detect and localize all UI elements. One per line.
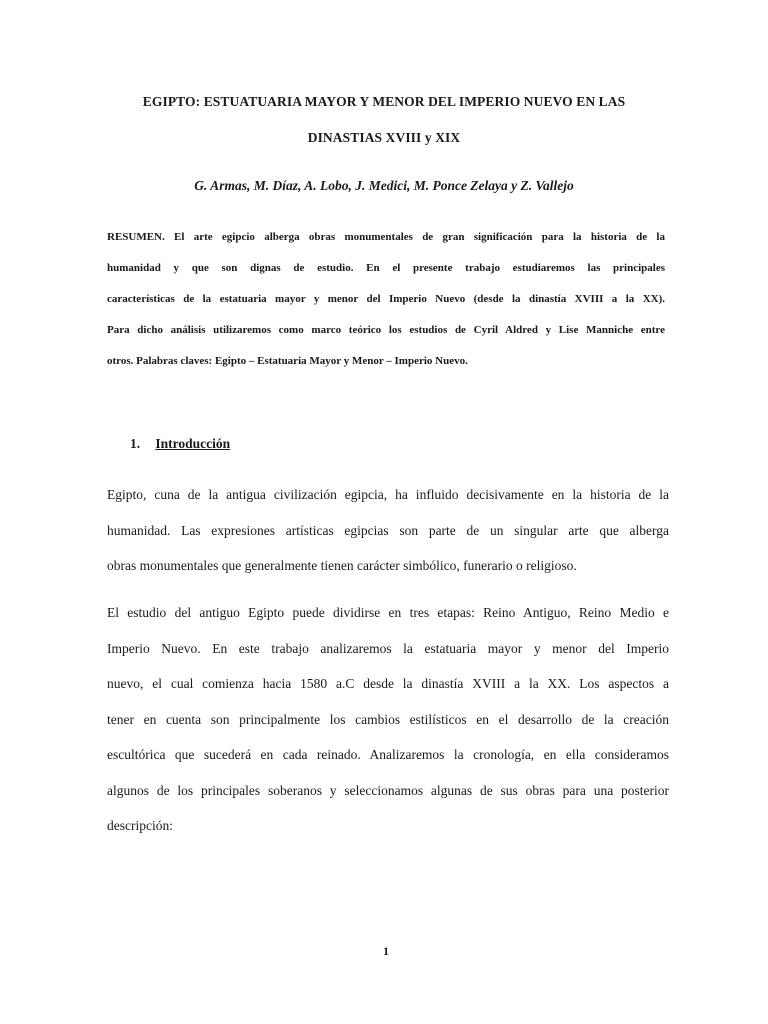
paragraph-line: algunos de los principales soberanos y seleccionamos algunas de sus obras para una posterior: [107, 782, 669, 798]
body-paragraph-1: [107, 477, 669, 584]
abstract: [107, 222, 665, 377]
abstract-line: RESUMEN. El arte egipcio alberga obras monumentales de gran significación para la historia de la: [107, 231, 665, 243]
section-number: 1.: [130, 436, 141, 451]
paragraph-line: El estudio del antiguo Egipto puede dividirse en tres etapas: Reino Antiguo, Reino Medio e: [107, 605, 669, 620]
paragraph-line: nuevo, el cual comienza hacia 1580 a.C desde la dinastía XVIII a la XX. Los aspectos a: [107, 676, 669, 691]
abstract-line: otros. Palabras claves: Egipto – Estatuaria Mayor y Menor – Imperio Nuevo.: [107, 355, 468, 367]
paragraph-line: descripción:: [107, 818, 173, 833]
paragraph-line: escultórica que sucederá en cada reinado. Analizaremos la cronología, en ella consideramos: [107, 747, 669, 762]
section-heading-introduccion: [130, 436, 230, 452]
authors-line: G. Armas, M. Díaz, A. Lobo, J. Medici, M. Ponce Zelaya y Z. Vallejo: [194, 178, 574, 193]
paragraph-line: tener en cuenta son principalmente los cambios estilísticos en el desarrollo de la creación: [107, 711, 669, 727]
page-number: 1: [383, 944, 389, 958]
abstract-line: humanidad y que son dignas de estudio. En el presente trabajo estudiaremos las principales: [107, 262, 665, 274]
section-title: Introducción: [155, 436, 231, 451]
paper-title-line-2: DINASTIAS XVIII y XIX: [307, 130, 461, 145]
paragraph-line: obras monumentales que generalmente tienen carácter simbólico, funerario o religioso.: [107, 558, 577, 573]
paragraph-line: humanidad. Las expresiones artísticas egipcias son parte de un singular arte que alberga: [107, 522, 669, 538]
paper-title-line-1: EGIPTO: ESTUATUARIA MAYOR Y MENOR DEL IMPERIO NUEVO EN LAS: [142, 94, 626, 109]
paragraph-line: Imperio Nuevo. En este trabajo analizaremos la estatuaria mayor y menor del Imperio: [107, 640, 669, 656]
body-paragraph-2: [107, 595, 669, 844]
abstract-line: características de la estatuaria mayor y menor del Imperio Nuevo (desde la dinastía XVIII a la XX).: [107, 293, 665, 305]
paragraph-line: Egipto, cuna de la antigua civilización egipcia, ha influido decisivamente en la historia de la: [107, 487, 669, 502]
abstract-line: Para dicho análisis utilizaremos como marco teórico los estudios de Cyril Aldred y Lise Manniche entre: [107, 324, 665, 336]
